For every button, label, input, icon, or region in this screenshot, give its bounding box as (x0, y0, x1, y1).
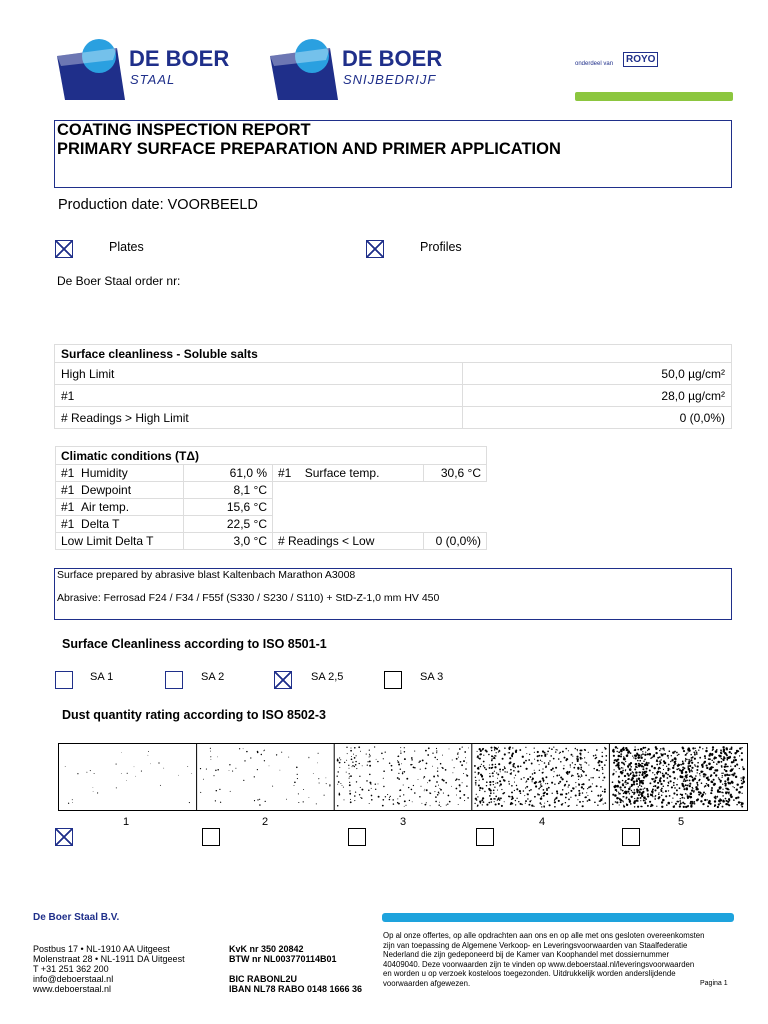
climatic-heading: Climatic conditions (TΔ) (56, 447, 487, 465)
salts-row-value: 28,0 µg/cm² (463, 385, 732, 407)
terms-line: 40409040. Deze voorwaarden zijn te vinden op www.deboerstaal.nl/leveringsvoorwaarden (383, 959, 695, 969)
logo2-sub: SNIJBEDRIJF (343, 72, 437, 87)
registry-line (229, 964, 379, 974)
terms-line: en worden u op verzoek kosteloos toegezonden. Uitdrukkelijk worden anderslijdende (383, 969, 676, 978)
table-row (56, 499, 487, 516)
address-line: Molenstraat 28 • NL-1911 DA Uitgeest (33, 954, 185, 964)
royo-brand: ROYO (623, 52, 658, 67)
sa2-label: SA 2 (201, 671, 225, 683)
report-title-line1: COATING INSPECTION REPORT (57, 121, 311, 139)
dust-rating-image (59, 744, 747, 810)
low-limit-label: Low Limit Delta T (56, 533, 184, 550)
royo-label: onderdeel van (575, 61, 614, 67)
salts-row-label: # Readings > High Limit (55, 407, 463, 429)
low-limit-value: 3,0 °C (184, 533, 273, 550)
dust-panel-2 (200, 748, 331, 806)
salts-row-value: 50,0 µg/cm² (463, 363, 732, 385)
climatic-dewpoint-value: 8,1 °C (184, 482, 273, 499)
dust-5-checkbox[interactable] (622, 828, 640, 846)
dust-panel-3 (337, 746, 470, 807)
footer-company: De Boer Staal B.V. (33, 912, 120, 923)
surface-temp-value: 30,6 °C (424, 465, 487, 482)
table-row (55, 363, 732, 385)
soluble-salts-heading: Surface cleanliness - Soluble salts (55, 345, 732, 363)
readings-low-label: # Readings < Low (273, 533, 424, 550)
address-line: Postbus 17 • NL-1910 AA Uitgeest (33, 944, 170, 954)
iso8502-heading: Dust quantity rating according to ISO 8502-3 (62, 708, 326, 722)
table-row (56, 516, 487, 533)
registry-line: BIC RABONL2U (229, 974, 298, 984)
iso8501-heading: Surface Cleanliness according to ISO 8501-1 (62, 637, 327, 651)
surface-temp-label: #1 Surface temp. (273, 465, 424, 482)
preparation-line1: Surface prepared by abrasive blast Kaltenbach Marathon A3008 (57, 569, 356, 581)
preparation-line2: Abrasive: Ferrosad F24 / F34 / F55f (S330 / S230 / S110) + StD-Z-1,0 mm HV 450 (57, 592, 440, 604)
dust-panel-4 (474, 746, 607, 807)
salts-row-label: #1 (55, 385, 463, 407)
sa1-label: SA 1 (90, 671, 114, 683)
salts-row-label: High Limit (55, 363, 463, 385)
dust-number-4: 4 (539, 816, 546, 828)
footer-address (33, 944, 233, 994)
table-row (56, 465, 487, 482)
plates-label: Plates (109, 240, 144, 254)
plates-checkbox[interactable] (55, 240, 73, 258)
table-row (55, 385, 732, 407)
soluble-salts-table (54, 344, 732, 429)
production-date: Production date: VOORBEELD (58, 197, 258, 213)
table-row (55, 407, 732, 429)
dust-4-checkbox[interactable] (476, 828, 494, 846)
climatic-airtemp-label: #1 Air temp. (56, 499, 184, 516)
registry-line: KvK nr 350 20842 (229, 944, 304, 954)
dust-3-checkbox[interactable] (348, 828, 366, 846)
preparation-box (54, 568, 732, 620)
report-title-line2: PRIMARY SURFACE PREPARATION AND PRIMER APPLICATION (57, 140, 561, 158)
climatic-humidity-label: #1 Humidity (56, 465, 184, 482)
registry-line: BTW nr NL003770114B01 (229, 954, 337, 964)
dust-panel-1 (65, 751, 192, 804)
royo-logo (575, 42, 735, 72)
registry-line: IBAN NL78 RABO 0148 1666 36 (229, 984, 363, 994)
logo1-sub: STAAL (130, 72, 176, 87)
sa2-checkbox[interactable] (165, 671, 183, 689)
climatic-deltat-label: #1 Delta T (56, 516, 184, 533)
logo-de-boer-snijbedrijf (268, 38, 468, 104)
readings-low-value: 0 (0,0%) (424, 533, 487, 550)
sa3-checkbox[interactable] (384, 671, 402, 689)
terms-line: zijn van toepassing de Algemene Verkoop- en Leveringsvoorwaarden van Staalfederatie (383, 940, 688, 950)
table-row (56, 482, 487, 499)
address-line: info@deboerstaal.nl (33, 974, 114, 984)
climatic-deltat-value: 22,5 °C (184, 516, 273, 533)
dust-number-5: 5 (678, 816, 685, 828)
green-accent-bar (575, 92, 733, 101)
climatic-airtemp-value: 15,6 °C (184, 499, 273, 516)
table-row (56, 533, 487, 550)
sa3-label: SA 3 (420, 671, 444, 683)
terms-line: voorwaarden afgewezen. (383, 978, 471, 988)
climatic-dewpoint-label: #1 Dewpoint (56, 482, 184, 499)
dust-number-3: 3 (400, 816, 407, 828)
logo2-name: DE BOER (342, 46, 443, 71)
dust-panel-5 (612, 746, 745, 808)
logo-de-boer-staal (55, 38, 255, 104)
page-number: Pagina 1 (700, 980, 728, 987)
dust-number-2: 2 (262, 816, 269, 828)
footer-terms (383, 931, 735, 988)
sa1-checkbox[interactable] (55, 671, 73, 689)
terms-line: Nederland die zijn gedeponeerd bij de Kamer van Koophandel met dossiernummer (383, 950, 670, 959)
climatic-humidity-value: 61,0 % (184, 465, 273, 482)
dust-strip (58, 743, 748, 811)
cyan-footer-bar (382, 913, 734, 922)
salts-row-value: 0 (0,0%) (463, 407, 732, 429)
profiles-label: Profiles (420, 240, 462, 254)
dust-2-checkbox[interactable] (202, 828, 220, 846)
title-box (54, 120, 732, 188)
dust-number-1: 1 (123, 816, 130, 828)
footer-registry (229, 944, 379, 994)
profiles-checkbox[interactable] (366, 240, 384, 258)
logo1-name: DE BOER (129, 46, 230, 71)
dust-1-checkbox[interactable] (55, 828, 73, 846)
website-link[interactable]: www.deboerstaal.nl (33, 984, 112, 994)
climatic-conditions-table (55, 446, 487, 550)
address-line: T +31 251 362 200 (33, 964, 109, 974)
order-number-label: De Boer Staal order nr: (57, 274, 181, 288)
terms-line: Op al onze offertes, op alle opdrachten aan ons en op alle met ons gesloten overeenkomsten (383, 931, 705, 940)
sa25-checkbox[interactable] (274, 671, 292, 689)
sa25-label: SA 2,5 (311, 671, 344, 683)
